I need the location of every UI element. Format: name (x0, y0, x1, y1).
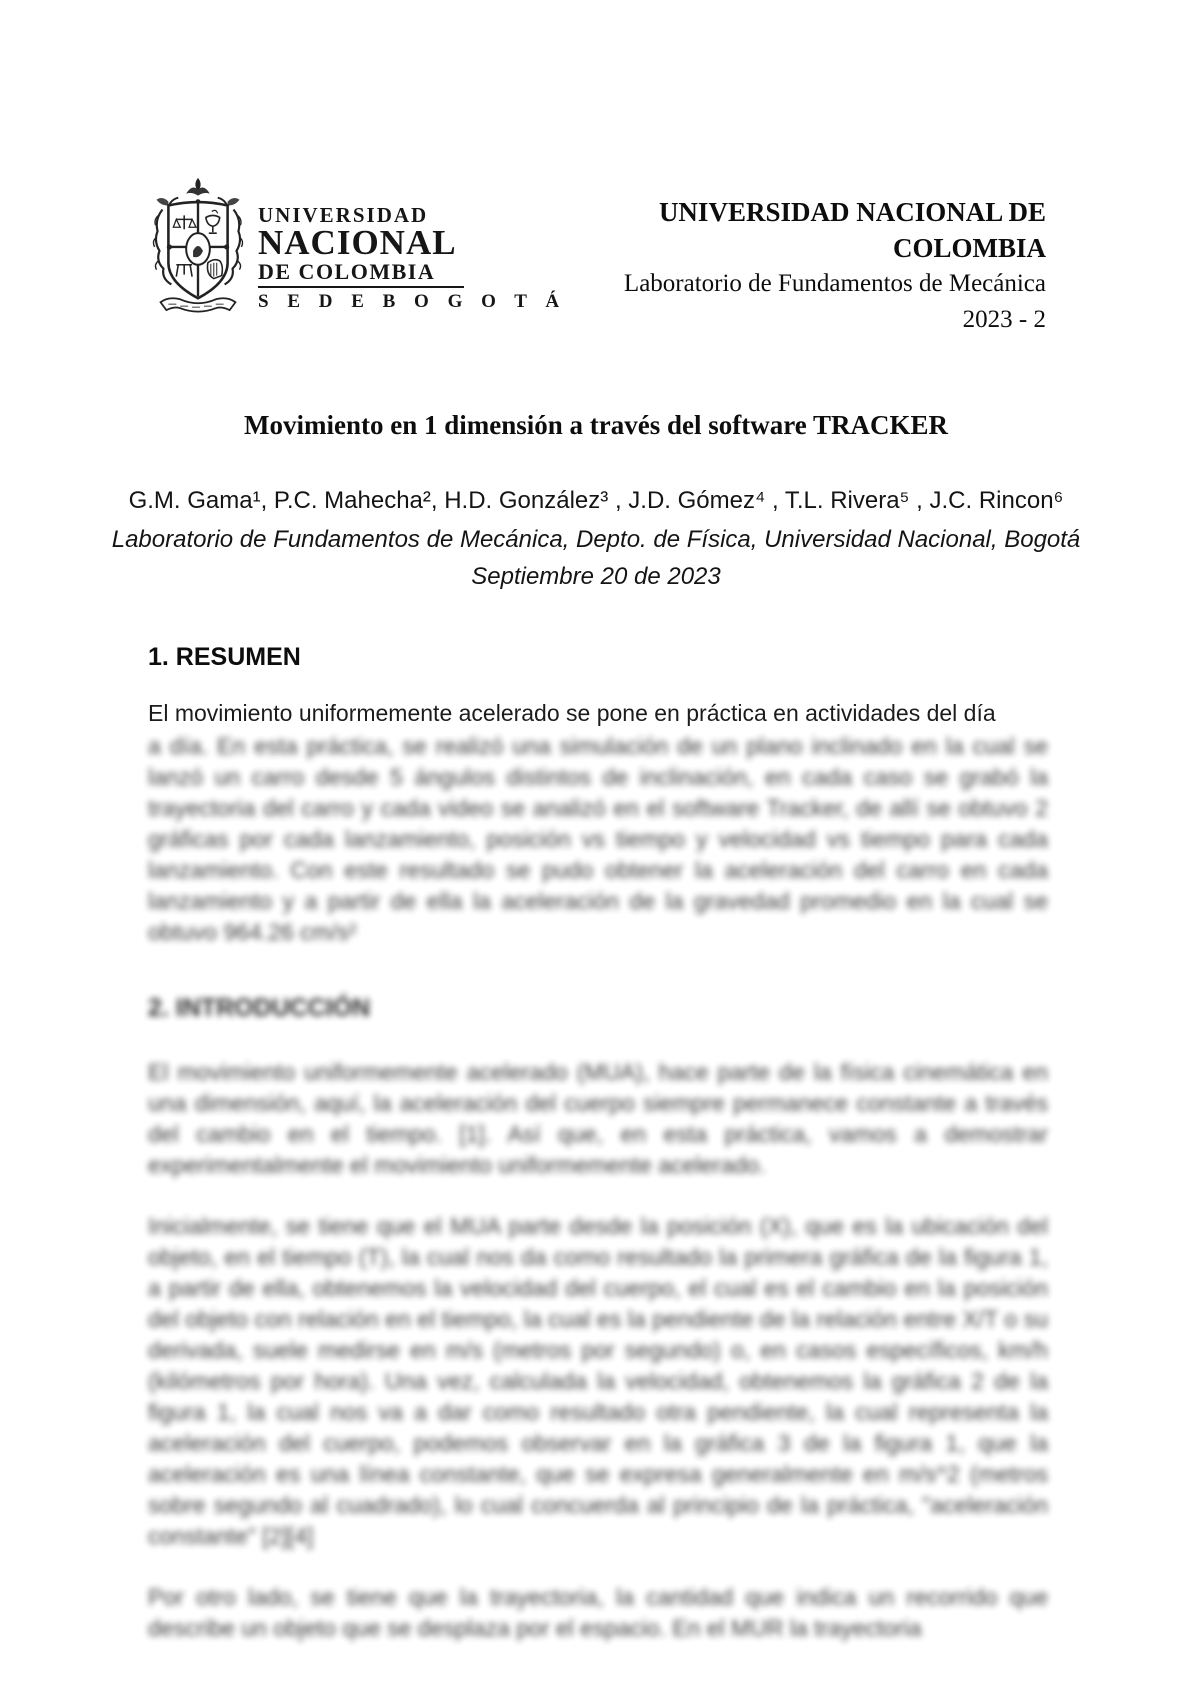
header-term: 2023 - 2 (962, 306, 1046, 333)
resumen-first-line: El movimiento uniformemente acelerado se pone en práctica en actividades del día (148, 700, 996, 726)
header-institution: UNIVERSIDAD NACIONAL DE COLOMBIA (658, 197, 1046, 263)
section-heading-resumen: 1. RESUMEN (148, 643, 301, 671)
wordmark-line-2: NACIONAL (258, 223, 457, 262)
section-heading-introduccion: 2. INTRODUCCIÓN (148, 994, 371, 1022)
introduccion-paragraph-1-censored: El movimiento uniformemente acelerado (MUA), hace parte de la física cinemática en una dimensión, aquí, la aceleración del cuerpo siempre permanece constante a través del cambio en el tiempo. [1]. Así que, en esta práctica, vamos a demostrar experimentalmente el movimiento uniformemente acelerado. (148, 1059, 1048, 1178)
wordmark-line-3: DE COLOMBIA (258, 259, 436, 284)
university-logo (148, 158, 566, 320)
paper-title: Movimiento en 1 dimensión a través del software TRACKER (244, 410, 948, 440)
wordmark-divider (258, 286, 464, 288)
paper-body (148, 643, 1048, 1644)
wordmark-line-4: S E D E B O G O T Á (258, 291, 567, 312)
wordmark-line-1: UNIVERSIDAD (258, 203, 429, 227)
university-crest-icon (148, 172, 248, 320)
authors-line: G.M. Gama¹, P.C. Mahecha², H.D. González³ , J.D. Gómez⁴ , T.L. Rivera⁵ , J.C. Rincon⁶ (128, 487, 1064, 514)
page-header (0, 0, 1192, 338)
introduccion-paragraph-3-censored: Por otro lado, se tiene que la trayectoria, la cantidad que indica un recorrido que describe un objeto que se desplaza por el espacio. En el MUR la trayectoria (148, 1584, 1048, 1641)
introduccion-paragraph-2-censored: Inicialmente, se tiene que el MUA parte desde la posición (X), que es la ubicación del objeto, en el tiempo (T), la cual nos da como resultado la primera gráfica de la figura 1, a partir de ella, obtenemos la velocidad del cuerpo, el cual es el cambio en la posición del objeto con relación en el tiempo, la cual es la pendiente de la relación entre X/T o su derivada, suele medirse en m/s (metros por segundo) o, en casos específicos, km/h (kilómetros por hora). Una vez, calculada la velocidad, obtenemos la gráfica 2 de la figura 1, la cual nos va a dar como resultado otra pendiente, la cual representa la aceleración del cuerpo, podemos observar en la gráfica 3 de la figura 1, que la aceleración es una línea constante, que se expresa generalmente en m/s^2 (metros sobre segundo al cuadrado), lo cual concuerda al principio de la práctica, "aceleración constante" [2][4] (148, 1213, 1048, 1549)
resumen-paragraph-censored: a día. En esta práctica, se realizó una simulación de un plano inclinado en la cual se lanzó un carro desde 5 ángulos distintos de inclinación, en cada caso se grabó la trayectoria del carro y cada video se analizó en el software Tracker, de allí se obtuvo 2 gráficas por cada lanzamiento, posición vs tiempo y velocidad vs tiempo para cada lanzamiento. Con este resultado se pudo obtener la aceleración del carro en cada lanzamiento y a partir de ella la aceleración de la gravedad promedio en la cual se obtuvo 964.26 cm/s² (148, 733, 1048, 945)
logo-wordmark (258, 204, 566, 313)
header-lab-name: Laboratorio de Fundamentos de Mecánica (623, 270, 1046, 297)
header-course-info (566, 194, 1046, 338)
date-line: Septiembre 20 de 2023 (471, 563, 721, 590)
affiliation-line: Laboratorio de Fundamentos de Mecánica, Depto. de Física, Universidad Nacional, Bogotá (111, 526, 1081, 553)
